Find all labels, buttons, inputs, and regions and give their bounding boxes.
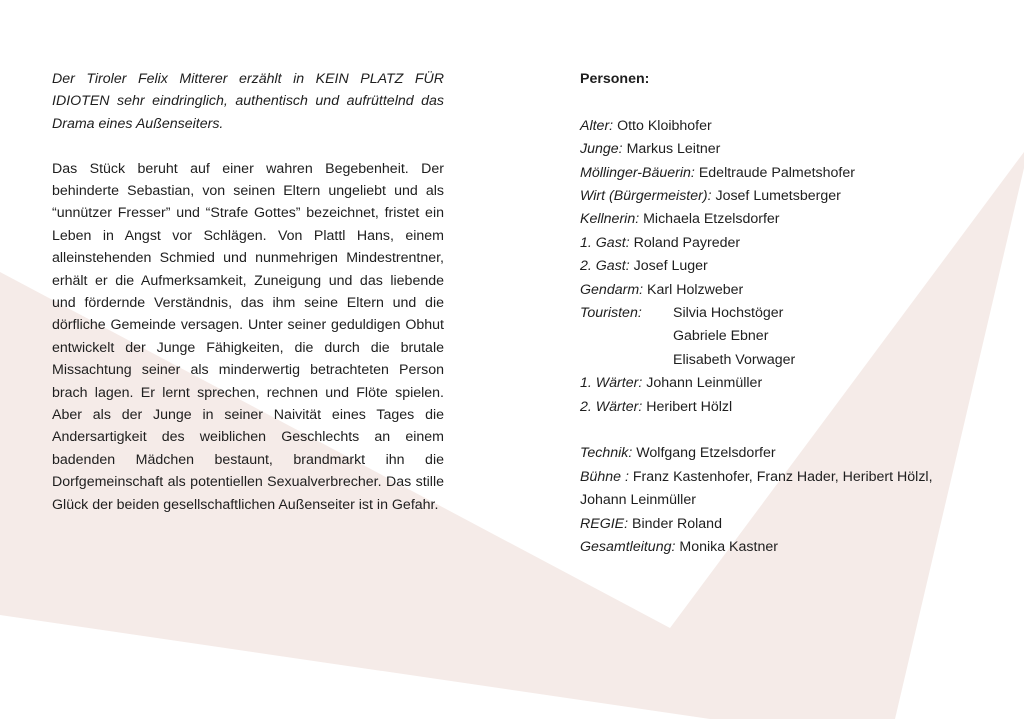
cast-name: Markus Leitner [626, 141, 721, 158]
crew-row [580, 442, 980, 465]
cast-name: Josef Luger [633, 258, 708, 275]
crew-role: Bühne : [580, 468, 629, 485]
tourist-name: Elisabeth Vorwager [673, 351, 796, 368]
crew-name: Wolfgang Etzelsdorfer [636, 445, 776, 462]
cast-column [580, 68, 980, 560]
cast-name: Karl Holzweber [647, 281, 744, 298]
cast-row [580, 396, 980, 419]
intro-paragraph: Der Tiroler Felix Mitterer erzählt in KEIN PLATZ FÜR IDIOTEN sehr eindringlich, authentisch und aufrüttelnd das Drama eines Außenseiters. [52, 71, 444, 132]
cast-row [580, 232, 980, 255]
crew-row [580, 513, 980, 536]
section-spacer [580, 419, 980, 442]
tourist-name: Silvia Hochstöger [673, 305, 784, 322]
cast-name: Michaela Etzelsdorfer [643, 211, 780, 228]
cast-role: Möllinger-Bäuerin: [580, 164, 695, 181]
crew-row [580, 536, 980, 559]
cast-name: Josef Lumetsberger [715, 188, 841, 205]
crew-role: Technik: [580, 445, 633, 462]
cast-row [580, 255, 980, 278]
crew-role: REGIE: [580, 515, 629, 532]
cast-name: Edeltraude Palmetshofer [698, 164, 855, 181]
tourists-names [673, 302, 795, 372]
crew-name: Franz Kastenhofer, Franz Hader, Heribert Hölzl, Johann Leinmüller [580, 468, 933, 509]
cast-name: Otto Kloibhofer [617, 117, 712, 134]
cast-role: Kellnerin: [580, 211, 640, 228]
cast-name: Johann Leinmüller [646, 375, 763, 392]
crew-name: Monika Kastner [679, 539, 778, 556]
cast-role: 1. Gast: [580, 234, 630, 251]
cast-row [580, 185, 980, 208]
cast-role: 1. Wärter: [580, 375, 643, 392]
cast-row [580, 372, 980, 395]
cast-row [580, 279, 980, 302]
cast-role: 2. Gast: [580, 258, 630, 275]
cast-name: Roland Payreder [633, 234, 741, 251]
cast-role: Gendarm: [580, 281, 644, 298]
cast-row [580, 138, 980, 161]
cast-heading: Personen: [580, 71, 650, 87]
cast-name: Heribert Hölzl [646, 398, 733, 415]
cast-row [580, 162, 980, 185]
tourists-role: Touristen: [580, 305, 642, 322]
description-column [52, 68, 444, 516]
crew-row [580, 466, 960, 513]
tourist-name: Gabriele Ebner [673, 328, 769, 345]
story-paragraph: Das Stück beruht auf einer wahren Begebenheit. Der behinderte Sebastian, von seinen Eltern ungeliebt und als “unnützer Fresser” und “Strafe Gottes” bezeichnet, fristet ein Leben in Angst vor Schlägen. Von Plattl Hans, einem alleinstehenden Schmied und nunmehrigen Mindestrentner, erhält er die Aufmerksamkeit, Zuneigung und das liebende und fördernde Verständnis, das ihm seine Eltern und die dörfliche Gemeinde versagen. Unter seiner geduldigen Obhut entwickelt der Junge Fähigkeiten, die durch die brutale Missachtung seiner als minderwertig betrachteten Person brach lagen. Er lernt sprechen, rechnen und Flöte spielen. Aber als der Junge in seiner Naivität eines Tages die Andersartigkeit des weiblichen Geschlechts an einem badenden Mädchen bestaunt, brandmarkt ihn die Dorfgemeinschaft als potentiellen Sexualverbrecher. Das stille Glück der beiden gesellschaftlichen Außenseiter ist in Gefahr. [52, 160, 444, 513]
tourists-row [580, 302, 980, 372]
cast-role: Alter: [580, 117, 614, 134]
cast-row [580, 208, 980, 231]
cast-role: Junge: [580, 141, 623, 158]
cast-role: Wirt (Bürgermeister): [580, 188, 712, 205]
cast-row [580, 115, 980, 138]
cast-role: 2. Wärter: [580, 398, 643, 415]
crew-role: Gesamtleitung: [580, 539, 676, 556]
crew-name: Binder Roland [632, 515, 722, 532]
